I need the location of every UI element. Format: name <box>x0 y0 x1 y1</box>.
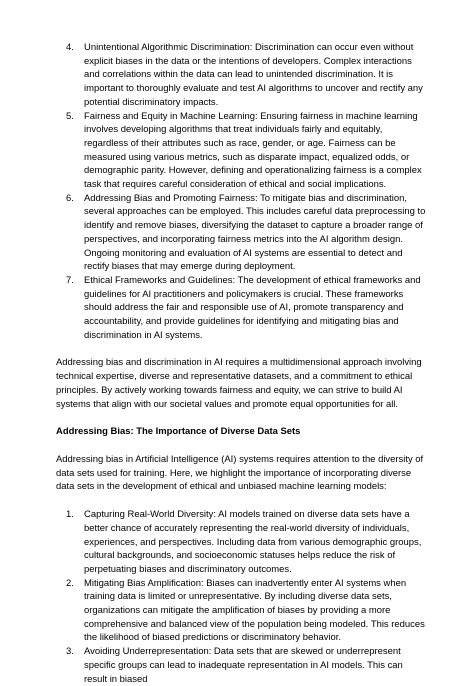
list-item-text: Mitigating Bias Amplification: Biases can inadvertently enter AI systems when training data is limited or unrepresentative. By including diverse data sets, organizations can mitigate the amplification of biases by providing a more comprehensive and balanced view of the population being modeled. This reduces the likelihood of biased predictions or discriminatory behavior. <box>84 577 425 644</box>
list-item-text: Unintentional Algorithmic Discrimination: Discrimination can occur even without explicit biases in the data or the intentions of developers. Complex interactions and correlations within the data can lead to unintended discrimination. It is important to thoroughly evaluate and test AI algorithms to uncover and rectify any potential discriminatory impacts. <box>84 42 423 108</box>
list-item-text: Capturing Real-World Diversity: AI models trained on diverse data sets have a better chance of accurately representing the real-world diversity of individuals, experiences, and perspectives. Including data from various demographic groups, cultural backgrounds, and socioeconomic statuses helps reduce the risk of perpetuating biases and discriminatory outcomes. <box>84 509 422 575</box>
list-item <box>56 41 426 110</box>
intro-paragraph: Addressing bias in Artificial Intelligence (AI) systems requires attention to the diversity of data sets used for training. Here, we highlight the importance of incorporating diverse data sets in the development of ethical and unbiased machine learning models: <box>56 453 424 493</box>
list-item <box>56 645 426 686</box>
list-item-number: 2. <box>66 577 74 589</box>
list-item <box>56 274 426 343</box>
numbered-list-diverse-data <box>56 508 426 686</box>
list-item-number: 1. <box>66 509 74 521</box>
list-item-text: Addressing Bias and Promoting Fairness: To mitigate bias and discrimination, several approaches can be employed. This includes careful data preprocessing to identify and remove biases, diversifying the dataset to capture a broader range of perspectives, and incorporating fairness metrics into the AI algorithm design. Ongoing monitoring and evaluation of AI systems are essential to detect and rectify biases that may emerge during deployment. <box>84 192 426 273</box>
summary-paragraph: Addressing bias and discrimination in AI requires a multidimensional approach involving technical expertise, diverse and representative datasets, and a commitment to ethical principles. By actively working towards fairness and equity, we can strive to build AI systems that align with our societal values and promote equal opportunities for all. <box>56 357 422 410</box>
list-item <box>56 192 426 274</box>
list-item-text: Ethical Frameworks and Guidelines: The development of ethical frameworks and guidelines for AI practitioners and policymakers is crucial. These frameworks should address the fair and responsible use of AI, promote transparency and accountability, and provide guidelines for identifying and mitigating bias and discrimination in AI systems. <box>84 274 421 341</box>
section-heading: Addressing Bias: The Importance of Diverse Data Sets <box>56 426 301 438</box>
list-item-number: 6. <box>66 192 74 204</box>
list-item-number: 3. <box>66 646 74 658</box>
list-item-text: Avoiding Underrepresentation: Data sets that are skewed or underrepresent specific groups can lead to inadequate representation in AI models. This can result in biased <box>84 646 403 685</box>
list-item <box>56 508 426 577</box>
list-item-number: 7. <box>66 274 74 286</box>
list-item <box>56 110 426 192</box>
list-item <box>56 577 426 646</box>
list-item-number: 4. <box>66 42 74 53</box>
list-item-number: 5. <box>66 110 74 122</box>
list-item-text: Fairness and Equity in Machine Learning: Ensuring fairness in machine learning involves developing algorithms that treat individuals fairly and equitably, regardless of their attributes such as race, gender, or age. Fairness can be measured using various metrics, such as disparate impact, equalized odds, or demographic parity. However, defining and operationalizing fairness is a complex task that requires careful consideration of ethical and social implications. <box>84 110 422 191</box>
numbered-list-ethics <box>56 41 426 342</box>
